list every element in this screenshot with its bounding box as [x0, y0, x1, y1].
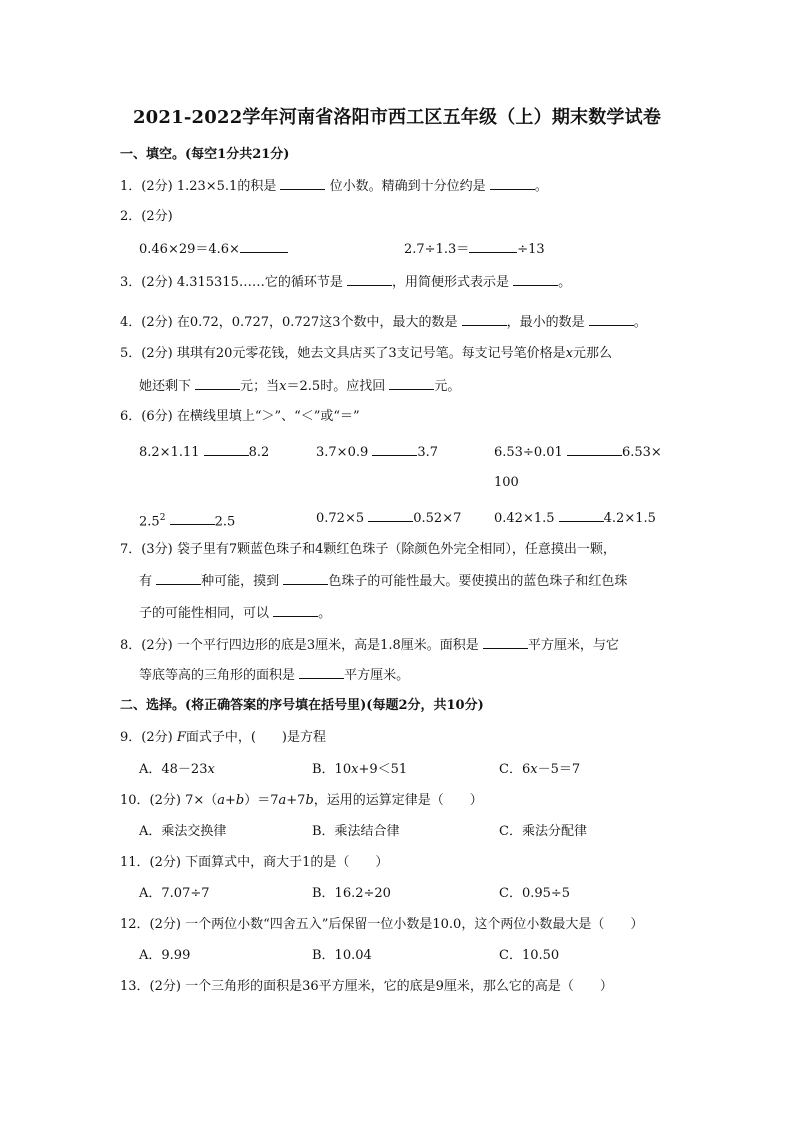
- q10-option-c[interactable]: C．乘法分配律: [499, 824, 587, 839]
- q6-row1-item2: [316, 443, 438, 462]
- q10-text: ）＝7: [244, 793, 279, 808]
- q6-row1-item1: [139, 443, 269, 462]
- q11-option-b[interactable]: B．16.2÷20: [312, 886, 391, 901]
- q6-expr: 0.42×1.5: [494, 511, 555, 526]
- q4-text-b: ，最小的数是: [506, 315, 585, 330]
- q10-option-b[interactable]: B．乘法结合律: [312, 824, 400, 839]
- answer-blank[interactable]: [170, 512, 215, 525]
- q6-expr: 6.53÷0.01: [494, 445, 563, 460]
- q5-text-b: 元那么: [572, 346, 612, 361]
- q1-text-c: 。: [534, 179, 548, 194]
- question-1: [120, 177, 548, 196]
- option-text: B．10: [312, 762, 352, 777]
- q6-expr: 2.5: [139, 514, 160, 530]
- option-text: +9＜51: [358, 762, 408, 777]
- answer-blank[interactable]: [483, 636, 528, 649]
- answer-blank[interactable]: [462, 313, 507, 326]
- q6-row2-item2: [316, 509, 461, 528]
- answer-blank[interactable]: [195, 377, 240, 390]
- q2-right-text-a: 2.7÷1.3＝: [404, 242, 470, 257]
- q6-row1-item3: [494, 443, 662, 462]
- question-6-heading: 6．(6分) 在横线里填上“＞”、“＜”或“＝”: [120, 409, 360, 424]
- q5-variable-x: x: [565, 346, 573, 361]
- q9-text-a: 9．(2分): [120, 730, 173, 745]
- q3-text-a: 3．(2分) 4.315315……它的循环节是: [120, 275, 343, 290]
- q6-expr: 0.72×5: [316, 511, 365, 526]
- answer-blank[interactable]: [567, 443, 622, 456]
- question-10: [120, 792, 483, 810]
- q9-option-a[interactable]: [139, 761, 215, 779]
- q3-text-b: ，用简便形式表示是: [392, 275, 510, 290]
- q6-row1-item3-wrap: 100: [494, 475, 519, 490]
- answer-blank[interactable]: [283, 572, 328, 585]
- question-7-line-3: [139, 604, 331, 623]
- question-12: 12．(2分) 一个两位小数“四舍五入”后保留一位小数是10.0，这个两位小数最大是（ ）: [120, 917, 644, 932]
- q6-expr: 8.2×1.11: [139, 445, 200, 460]
- q10-text: +7: [286, 793, 306, 808]
- q11-option-c[interactable]: C．0.95÷5: [499, 886, 571, 901]
- q6-expr: 0.52×7: [413, 511, 462, 526]
- q7-text-c: 种可能，摸到: [201, 574, 280, 589]
- q8-text-a: 8．(2分) 一个平行四边形的底是3厘米，高是1.8厘米。面积是: [120, 638, 479, 653]
- question-9: [120, 729, 326, 747]
- q5-variable-x2: x: [279, 379, 287, 394]
- q1-text-a: 1．(2分) 1.23×5.1的积是: [120, 179, 277, 194]
- q5-text-e: ＝2.5时。应找回: [286, 379, 386, 394]
- answer-blank[interactable]: [273, 604, 318, 617]
- q6-expr: 2.5: [214, 514, 236, 530]
- question-2-heading: 2．(2分): [120, 209, 173, 224]
- q6-row2-item1: [139, 509, 235, 531]
- q4-text-c: 。: [633, 315, 647, 330]
- option-var: x: [351, 762, 359, 777]
- q5-text-f: 元。: [434, 379, 461, 394]
- q9-text-b: 面式子中，( )是方程: [185, 730, 327, 745]
- q8-text-d: 平方厘米。: [344, 668, 410, 683]
- q5-text-d: 元；当: [240, 379, 280, 394]
- answer-blank[interactable]: [280, 177, 325, 190]
- q9-option-b[interactable]: [312, 761, 407, 779]
- q3-text-c: 。: [558, 275, 572, 290]
- q7-text-f: 。: [318, 606, 332, 621]
- answer-blank[interactable]: [559, 509, 604, 522]
- answer-blank[interactable]: [347, 273, 392, 286]
- answer-blank[interactable]: [469, 240, 517, 253]
- option-var: x: [530, 762, 538, 777]
- question-2-left: [139, 240, 288, 259]
- answer-blank[interactable]: [156, 572, 201, 585]
- section-2-heading: 二、选择。(将正确答案的序号填在括号里)(每题2分，共10分): [120, 698, 484, 713]
- q8-text-c: 等底等高的三角形的面积是: [139, 668, 296, 683]
- q12-option-a[interactable]: A．9.99: [139, 948, 191, 963]
- q10-var: a+b: [217, 793, 245, 808]
- q1-text-b: 位小数。精确到十分位约是: [329, 179, 486, 194]
- question-7-line-1: 7．(3分) 袋子里有7颗蓝色珠子和4颗红色珠子（除颜色外完全相同），任意摸出一颗，: [120, 542, 616, 557]
- q6-row2-item3: [494, 509, 656, 528]
- answer-blank[interactable]: [490, 177, 535, 190]
- q6-expr: 4.2×1.5: [603, 511, 656, 526]
- q5-text-a: 5．(2分) 琪琪有20元零花钱，她去文具店买了3支记号笔。每支记号笔价格是: [120, 346, 566, 361]
- q6-expr: 6.53×: [621, 445, 662, 460]
- question-7-line-2: [139, 572, 627, 591]
- q10-var: a: [278, 793, 287, 808]
- q11-option-a[interactable]: A．7.07÷7: [139, 886, 210, 901]
- option-text: C．6: [499, 762, 531, 777]
- q9-option-c[interactable]: [499, 761, 580, 779]
- q6-exponent: 2: [159, 513, 166, 523]
- answer-blank[interactable]: [299, 666, 344, 679]
- q10-text: ，运用的运算定律是（ ）: [313, 793, 483, 808]
- q6-expr: 3.7×0.9: [316, 445, 369, 460]
- q12-option-c[interactable]: C．10.50: [499, 948, 560, 963]
- q5-text-c: 她还剩下: [139, 379, 192, 394]
- question-2-right: [404, 240, 545, 259]
- option-text: －5＝7: [537, 762, 581, 777]
- q8-text-b: 平方厘米，与它: [527, 638, 619, 653]
- q10-option-a[interactable]: A．乘法交换律: [139, 824, 227, 839]
- q7-text-b: 有: [139, 574, 153, 589]
- q10-text: 10．(2分) 7×（: [120, 793, 218, 808]
- q9-letter-f: F: [176, 730, 186, 745]
- section-1-heading: 一、填空。(每空1分共21分): [120, 147, 290, 162]
- answer-blank[interactable]: [589, 313, 634, 326]
- q12-option-b[interactable]: B．10.04: [312, 948, 372, 963]
- question-8-line-1: [120, 636, 619, 655]
- question-4: [120, 313, 647, 332]
- question-3: [120, 273, 571, 292]
- question-11: 11．(2分) 下面算式中，商大于1的是（ ）: [120, 855, 389, 870]
- option-var: x: [207, 762, 215, 777]
- q4-text-a: 4．(2分) 在0.72，0.727，0.727这3个数中，最大的数是: [120, 315, 458, 330]
- answer-blank[interactable]: [204, 443, 249, 456]
- answer-blank[interactable]: [389, 377, 434, 390]
- question-13: 13．(2分) 一个三角形的面积是36平方厘米，它的底是9厘米，那么它的高是（ ）: [120, 979, 613, 994]
- option-text: A．48－23: [139, 762, 208, 777]
- q2-right-text-b: ÷13: [517, 242, 545, 257]
- q10-var: b: [305, 793, 314, 808]
- question-5-line-2: [139, 377, 460, 396]
- q7-text-d: 色珠子的可能性最大。要使摸出的蓝色珠子和红色珠: [328, 574, 628, 589]
- answer-blank[interactable]: [240, 240, 288, 253]
- question-5-line-1: [120, 345, 612, 363]
- q6-expr: 3.7: [417, 445, 439, 460]
- exam-title: 2021-2022学年河南省洛阳市西工区五年级（上）期末数学试卷: [132, 107, 662, 128]
- q2-left-text: 0.46×29＝4.6×: [139, 242, 240, 257]
- answer-blank[interactable]: [368, 509, 413, 522]
- answer-blank[interactable]: [372, 443, 417, 456]
- q6-expr: 8.2: [248, 445, 270, 460]
- answer-blank[interactable]: [513, 273, 558, 286]
- question-8-line-2: [139, 666, 409, 685]
- q7-text-e: 子的可能性相同，可以: [139, 606, 270, 621]
